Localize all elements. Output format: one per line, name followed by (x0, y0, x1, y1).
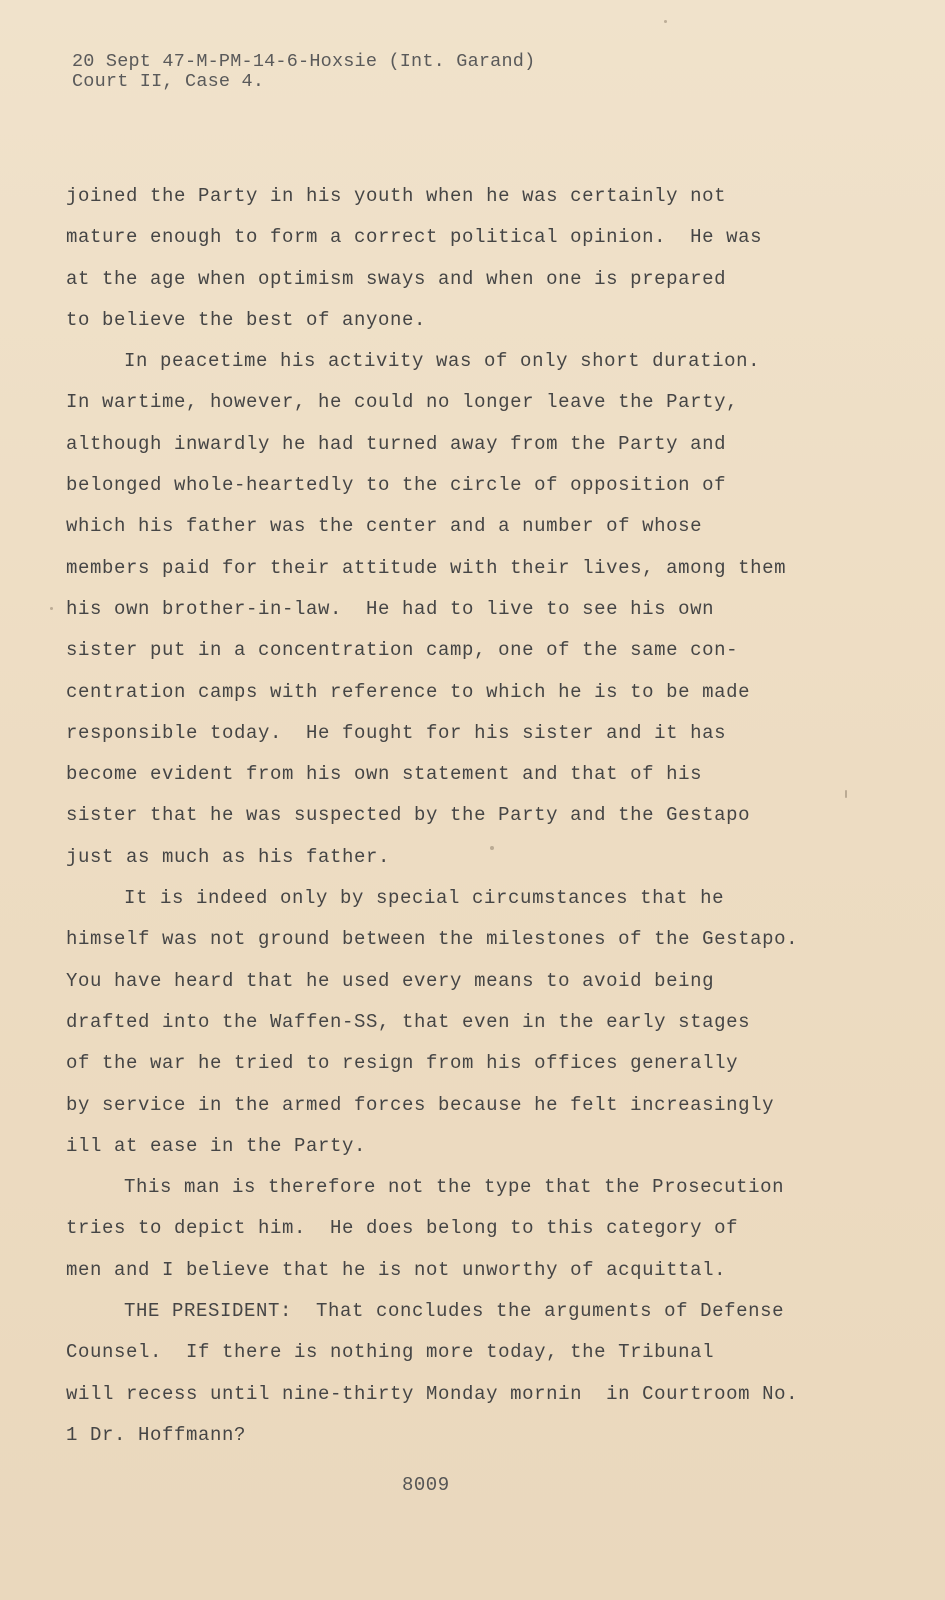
transcript-line: 1 Dr. Hoffmann? (66, 1423, 247, 1446)
transcript-line: although inwardly he had turned away from the Party and (66, 432, 727, 455)
transcript-line: Counsel. If there is nothing more today, the Tribunal (66, 1341, 715, 1364)
transcript-line: which his father was the center and a number of whose (66, 515, 703, 538)
paper-speck (664, 20, 667, 23)
transcript-line: You have heard that he used every means to avoid being (66, 969, 715, 992)
transcript-line: THE PRESIDENT: That concludes the arguments of Defense (124, 1300, 785, 1323)
transcript-line: This man is therefore not the type that the Prosecution (124, 1176, 785, 1199)
paper-speck (490, 846, 494, 850)
transcript-line: himself was not ground between the milestones of the Gestapo. (66, 928, 799, 951)
document-header (72, 52, 535, 92)
transcript-body (66, 176, 886, 1456)
transcript-line: responsible today. He fought for his sister and it has (66, 721, 727, 744)
transcript-line: will recess until nine-thirty Monday mornin in Courtroom No. (66, 1382, 799, 1405)
transcript-line: members paid for their attitude with their lives, among them (66, 556, 787, 579)
transcript-line: belonged whole-heartedly to the circle of opposition of (66, 474, 727, 497)
transcript-line: his own brother-in-law. He had to live to see his own (66, 597, 715, 620)
transcript-line: at the age when optimism sways and when one is prepared (66, 267, 727, 290)
transcript-line: become evident from his own statement and that of his (66, 763, 703, 786)
transcript-line: of the war he tried to resign from his offices generally (66, 1052, 739, 1075)
transcript-line: just as much as his father. (66, 845, 391, 868)
transcript-line: joined the Party in his youth when he was certainly not (66, 185, 727, 207)
transcript-line: drafted into the Waffen-SS, that even in the early stages (66, 1010, 751, 1033)
transcript-line: It is indeed only by special circumstances that he (124, 887, 725, 910)
paper-speck (50, 607, 53, 610)
header-line-1: 20 Sept 47-M-PM-14-6-Hoxsie (Int. Garand) (72, 51, 536, 72)
transcript-line: centration camps with reference to which he is to be made (66, 680, 751, 703)
transcript-line: ill at ease in the Party. (66, 1134, 367, 1157)
transcript-line: In peacetime his activity was of only short duration. (124, 350, 761, 373)
paper-speck (845, 790, 847, 798)
transcript-line: In wartime, however, he could no longer leave the Party, (66, 391, 739, 414)
transcript-line: sister that he was suspected by the Party and the Gestapo (66, 804, 751, 827)
header-line-2: Court II, Case 4. (72, 71, 265, 92)
transcript-line: by service in the armed forces because he felt increasingly (66, 1093, 775, 1116)
transcript-line: men and I believe that he is not unworthy of acquittal. (66, 1258, 727, 1281)
page-number: 8009 (402, 1474, 450, 1496)
transcript-line: sister put in a concentration camp, one of the same con- (66, 639, 739, 662)
transcript-line: mature enough to form a correct political opinion. He was (66, 226, 763, 249)
transcript-line: to believe the best of anyone. (66, 308, 427, 331)
transcript-line: tries to depict him. He does belong to this category of (66, 1217, 739, 1240)
